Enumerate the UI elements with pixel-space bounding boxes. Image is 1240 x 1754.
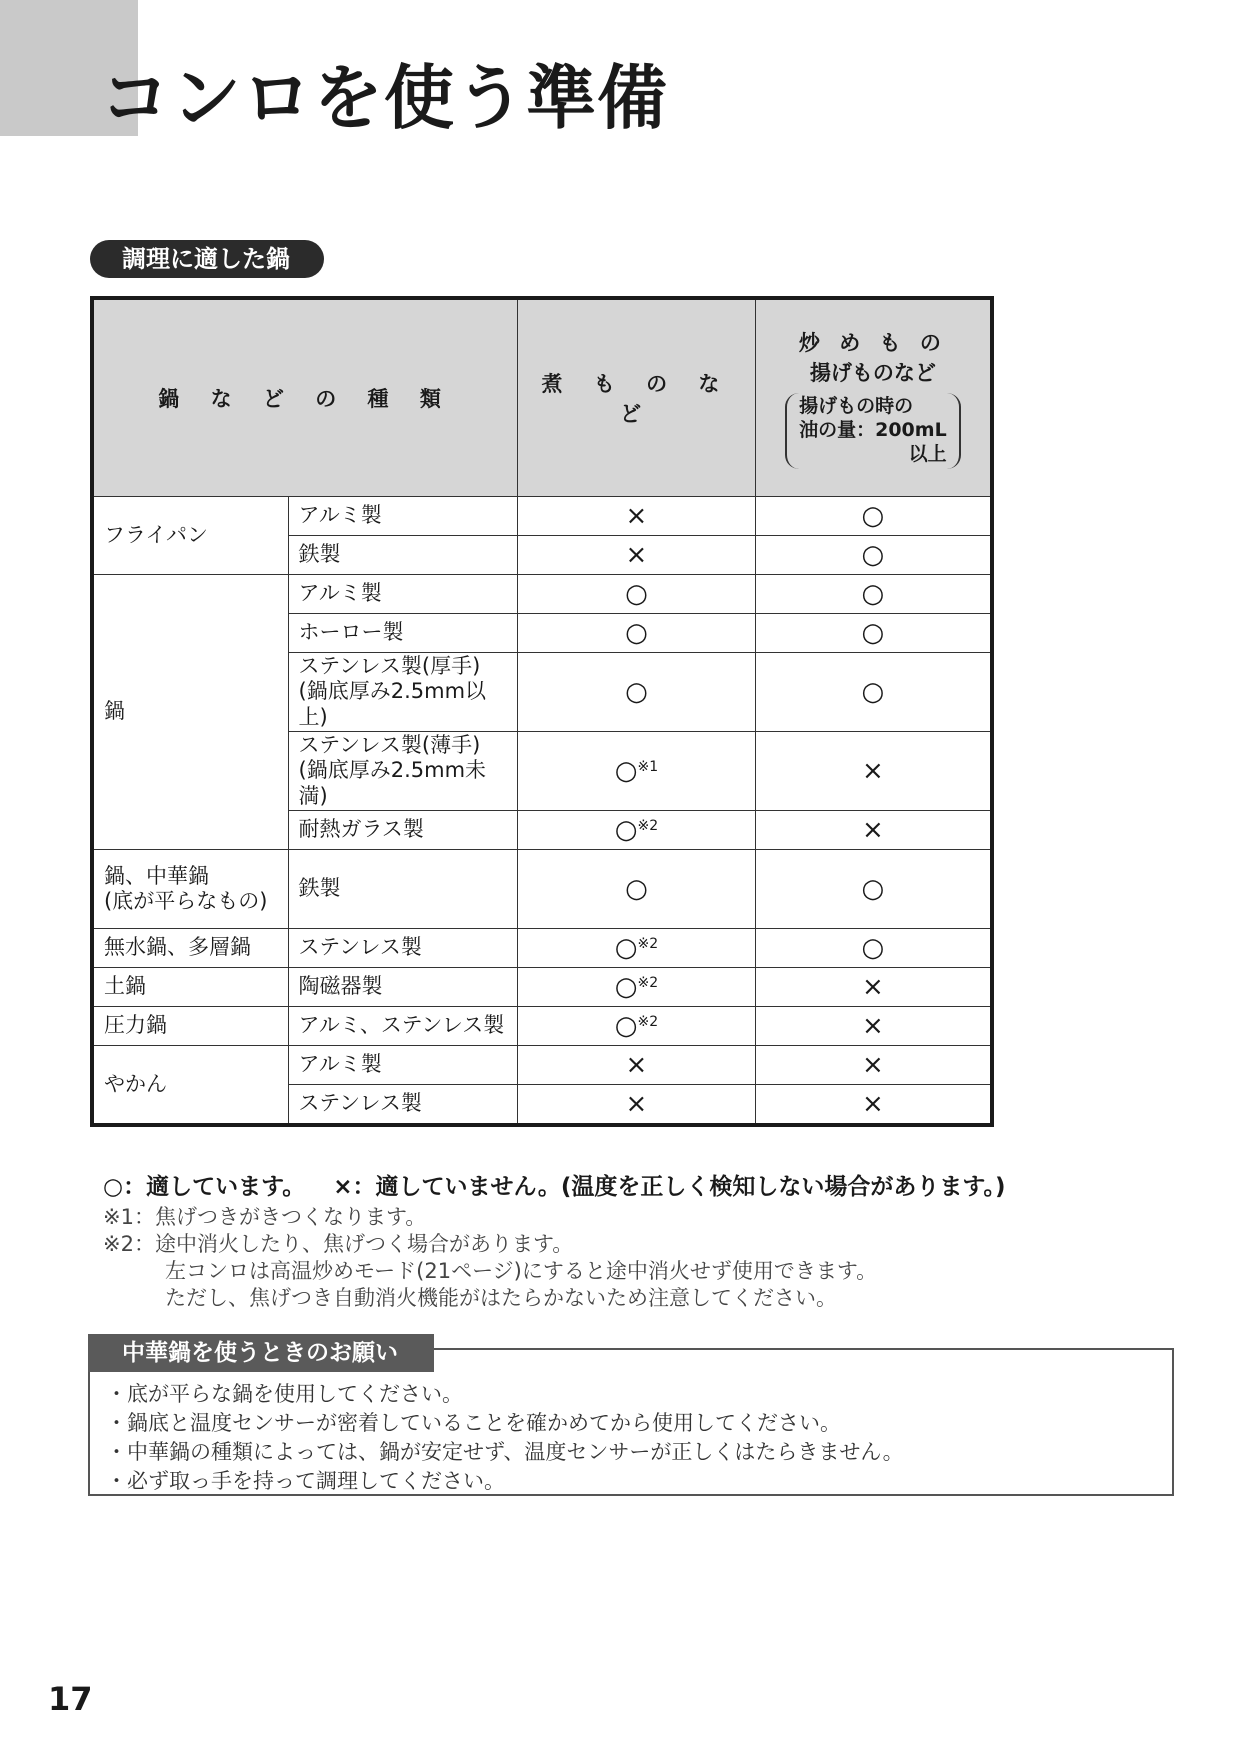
category-cell: やかん: [92, 1046, 288, 1126]
simmer-mark: ×: [518, 536, 756, 575]
simmer-mark: [518, 1007, 756, 1046]
material-line2: (鍋底厚み2.5mm未満): [298, 758, 487, 808]
list-item: ・中華鍋の種類によっては、鍋が安定せず、温度センサーが正しくはたらきません。: [106, 1440, 904, 1464]
simmer-mark: ○: [518, 850, 756, 929]
oil-note-line1: 揚げもの時の: [799, 395, 914, 418]
page-number: 17: [48, 1680, 93, 1718]
oil-amount-note: [785, 393, 961, 468]
material-line1: ステンレス製(厚手): [298, 654, 481, 679]
table-row: [92, 1007, 992, 1046]
simmer-mark: ○: [518, 575, 756, 614]
footnote-2-continued: ただし、焦げつき自動消火機能がはたらかないため注意してください。: [165, 1286, 837, 1310]
material-cell: 鉄製: [288, 850, 518, 929]
list-item: ・必ず取っ手を持って調理してください。: [106, 1469, 505, 1493]
footnote-2-continued: 左コンロは高温炒めモード(21ページ)にすると途中消火せず使用できます。: [165, 1259, 878, 1283]
table-row: [92, 850, 992, 929]
table-row: [92, 929, 992, 968]
simmer-mark: ×: [518, 1085, 756, 1126]
material-cell: ホーロー製: [288, 614, 518, 653]
footnote-1: ※1：焦げつきがきつくなります。: [103, 1205, 427, 1229]
pan-suitability-table: [90, 296, 994, 1127]
header-frying-line1: 炒 め も の: [798, 331, 947, 356]
request-list: [106, 1380, 904, 1496]
request-box-title: 中華鍋を使うときのお願い: [88, 1334, 434, 1372]
material-cell: アルミ製: [288, 497, 518, 536]
header-frying-line2: 揚げものなど: [809, 361, 936, 386]
material-cell: [288, 653, 518, 732]
fry-mark: ○: [755, 653, 992, 732]
simmer-symbol: ○: [614, 815, 638, 845]
oil-note-line3: 以上: [908, 442, 947, 465]
category-cell: 鍋: [92, 575, 288, 850]
category-cell: 土鍋: [92, 968, 288, 1007]
material-cell: アルミ製: [288, 1046, 518, 1085]
simmer-mark: [518, 811, 756, 850]
oil-note-line2: 油の量：200mL: [799, 419, 947, 442]
section-label-suitable-pans: 調理に適した鍋: [90, 240, 324, 278]
category-line1: 鍋、中華鍋: [104, 863, 209, 888]
material-line2: (鍋底厚み2.5mm以上): [298, 679, 487, 729]
category-cell: 圧力鍋: [92, 1007, 288, 1046]
fry-mark: ○: [755, 850, 992, 929]
table-header-row: [92, 298, 992, 497]
simmer-symbol: ○: [614, 756, 638, 786]
simmer-mark: [518, 968, 756, 1007]
simmer-mark: ×: [518, 1046, 756, 1085]
fry-mark: ○: [755, 575, 992, 614]
material-cell: アルミ、ステンレス製: [288, 1007, 518, 1046]
simmer-mark: ×: [518, 497, 756, 536]
material-cell: 陶磁器製: [288, 968, 518, 1007]
list-item: ・鍋底と温度センサーが密着していることを確かめてから使用してください。: [106, 1411, 841, 1435]
simmer-symbol: ○: [614, 972, 638, 1002]
fry-mark: ×: [755, 968, 992, 1007]
fry-mark: ○: [755, 614, 992, 653]
material-cell: アルミ製: [288, 575, 518, 614]
material-line1: ステンレス製(薄手): [298, 733, 481, 758]
category-line2: (底が平らなもの): [104, 889, 268, 913]
header-simmering: 煮 も の な ど: [518, 298, 756, 497]
footnote-2: ※2：途中消火したり、焦げつく場合があります。: [103, 1232, 574, 1256]
simmer-mark: ○: [518, 653, 756, 732]
footnotes: [103, 1204, 877, 1312]
list-item: ・底が平らな鍋を使用してください。: [106, 1382, 463, 1406]
simmer-symbol: ○: [614, 1011, 638, 1041]
footnote-ref: ※2: [637, 1014, 659, 1030]
simmer-mark: [518, 732, 756, 811]
fry-mark: ×: [755, 811, 992, 850]
simmer-mark: ○: [518, 614, 756, 653]
category-cell: 無水鍋、多層鍋: [92, 929, 288, 968]
simmer-symbol: ○: [614, 933, 638, 963]
header-pan-kind: 鍋 な ど の 種 類: [92, 298, 518, 497]
fry-mark: ×: [755, 1007, 992, 1046]
fry-mark: ×: [755, 732, 992, 811]
fry-mark: ○: [755, 536, 992, 575]
header-frying: [755, 298, 992, 497]
footnote-ref: ※2: [637, 818, 659, 834]
page-title: コンロを使う準備: [100, 57, 668, 139]
material-cell: ステンレス製: [288, 929, 518, 968]
material-cell: ステンレス製: [288, 1085, 518, 1126]
fry-mark: ○: [755, 497, 992, 536]
footnote-ref: ※2: [637, 975, 659, 991]
symbol-legend: [103, 1168, 1034, 1201]
wok-usage-request-box: [88, 1340, 1174, 1496]
category-cell: [92, 850, 288, 929]
legend-not-suitable: ×：適していません。(温度を正しく検知しない場合があります。): [333, 1174, 1006, 1200]
fry-mark: ×: [755, 1085, 992, 1126]
table-row: [92, 575, 992, 614]
table-row: [92, 968, 992, 1007]
footnote-ref: ※2: [637, 936, 659, 952]
table-row: [92, 497, 992, 536]
fry-mark: ×: [755, 1046, 992, 1085]
table-row: [92, 1046, 992, 1085]
material-cell: 耐熱ガラス製: [288, 811, 518, 850]
footnote-ref: ※1: [637, 759, 659, 775]
material-cell: 鉄製: [288, 536, 518, 575]
simmer-mark: [518, 929, 756, 968]
category-cell: フライパン: [92, 497, 288, 575]
legend-suitable: ○：適しています。: [103, 1174, 306, 1200]
fry-mark: ○: [755, 929, 992, 968]
material-cell: [288, 732, 518, 811]
